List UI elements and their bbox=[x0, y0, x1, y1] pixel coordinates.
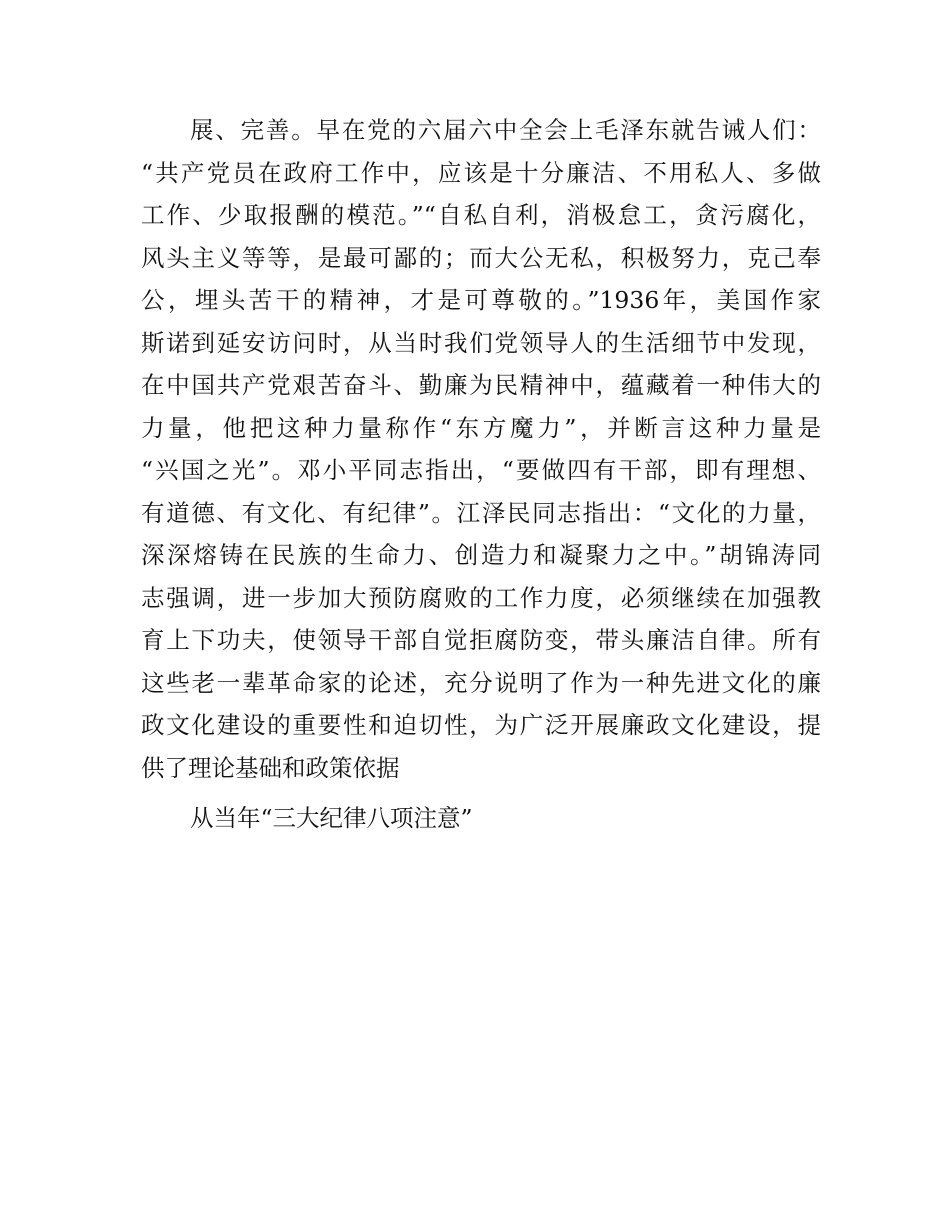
text-line: 公，埋头苦干的精神，才是可尊敬的。”1936年，美国作家 bbox=[141, 286, 821, 314]
text-line: 展、完善。早在党的六届六中全会上毛泽东就告诫人们： bbox=[190, 116, 821, 144]
text-line: 力量，他把这种力量称作“东方魔力”，并断言这种力量是 bbox=[141, 413, 821, 442]
text-line: 育上下功夫，使领导干部自觉拒腐防变，带头廉洁自律。所有 bbox=[141, 626, 821, 654]
paragraph bbox=[141, 109, 821, 789]
paragraph bbox=[141, 797, 821, 840]
text-line: 有道德、有文化、有纪律”。江泽民同志指出：“文化的力量， bbox=[141, 498, 821, 527]
text-line: 志强调，进一步加大预防腐败的工作力度，必须继续在加强教 bbox=[141, 583, 821, 612]
text-line: 在中国共产党艰苦奋斗、勤廉为民精神中，蕴藏着一种伟大的 bbox=[141, 371, 821, 399]
text-line: 供了理论基础和政策依据 bbox=[141, 753, 400, 782]
text-line: 政文化建设的重要性和迫切性，为广泛开展廉政文化建设，提 bbox=[141, 711, 821, 739]
text-line: 深深熔铸在民族的生命力、创造力和凝聚力之中。”胡锦涛同 bbox=[141, 541, 821, 569]
text-line: “共产党员在政府工作中，应该是十分廉洁、不用私人、多做 bbox=[141, 158, 821, 187]
text-line: 风头主义等等，是最可鄙的；而大公无私，积极努力，克己奉 bbox=[141, 243, 821, 272]
document-body bbox=[141, 109, 821, 840]
text-line: 从当年“三大纪律八项注意” bbox=[190, 804, 473, 832]
text-line: 斯诺到延安访问时，从当时我们党领导人的生活细节中发现， bbox=[141, 328, 821, 357]
text-line: “兴国之光”。邓小平同志指出，“要做四有干部，即有理想、 bbox=[141, 456, 821, 484]
paragraph-spacer bbox=[141, 789, 821, 797]
text-line: 工作、少取报酬的模范。”“自私自利，消极怠工，贪污腐化， bbox=[141, 201, 821, 229]
text-line: 这些老一辈革命家的论述，充分说明了作为一种先进文化的廉 bbox=[141, 668, 821, 697]
